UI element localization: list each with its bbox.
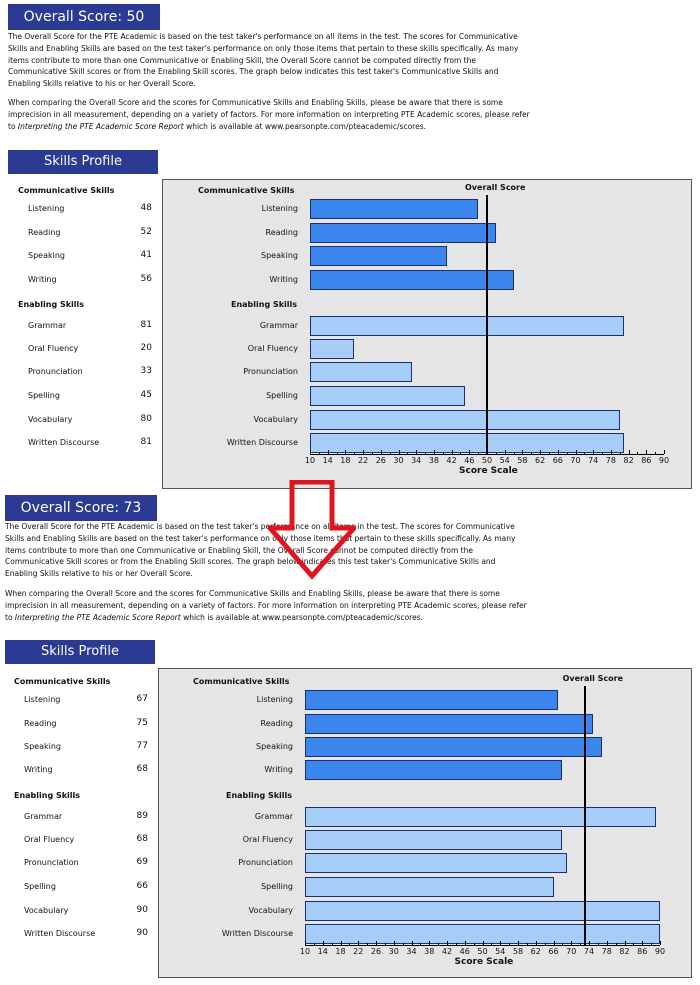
skill-bar-pronunciation [305,853,567,873]
axis-tick [562,943,563,945]
axis-tick [376,941,377,945]
skills-profile-banner: Skills Profile [5,640,155,664]
axis-tick [363,450,364,454]
skill-label: Oral Fluency [28,344,79,353]
axis-tick-label: 14 [322,456,333,465]
axis-tick-label: 18 [340,456,351,465]
chart-enabling-heading: Enabling Skills [231,300,298,309]
interpretation-paragraph [5,588,530,623]
axis-tick [598,943,599,945]
enabling-skills-heading: Enabling Skills [18,300,85,309]
skill-bar-speaking [305,737,602,757]
skill-label: Grammar [28,321,67,330]
chart-skill-label: Oral Fluency [247,344,298,353]
skill-label: Reading [24,719,57,728]
skill-label: Pronunciation [24,858,79,867]
axis-tick-label: 78 [601,947,612,956]
axis-tick [345,450,346,454]
skill-score: 69 [136,857,148,867]
report-guide-title: Interpreting the PTE Academic Score Report [14,612,181,622]
axis-tick [385,943,386,945]
axis-tick [545,943,546,945]
skill-label: Listening [24,695,61,704]
chart-communicative-heading: Communicative Skills [193,677,290,686]
enabling-skills-heading: Enabling Skills [14,791,81,800]
skill-label: Oral Fluency [24,835,75,844]
axis-tick-label: 90 [654,947,666,956]
skill-bar-spelling [310,386,465,406]
axis-tick [611,450,612,454]
chart-skill-label: Vocabulary [248,906,293,915]
description-paragraph: The Overall Score for the PTE Academic is based on the test taker's performance on all items in the test. The scores for Communicative Skills and Enabling Skills are based on the test taker's performance on only those items that pertain to these skills specifically. As many items contribute to more than one Communicative or Enabling Skill, the Overall Score cannot be computed directly from the Communicative Skill scores or from the Enabling Skill scores. The graph below indicates this test taker's Communicative Skills and Enabling Skills relative to his or her Overall Score. [5,522,516,579]
axis-tick [620,452,621,454]
axis-tick [358,941,359,945]
chart-skill-label: Spelling [261,882,293,891]
chart-communicative-heading: Communicative Skills [198,186,295,195]
skill-label: Vocabulary [24,906,69,915]
axis-tick [576,450,577,454]
axis-tick [536,941,537,945]
axis-tick-label: 54 [495,947,506,956]
skill-bar-oral-fluency [310,339,354,359]
axis-tick [491,943,492,945]
skills-profile-banner: Skills Profile [8,150,158,174]
communicative-skills-heading: Communicative Skills [14,677,111,686]
skill-bar-reading [305,714,593,734]
axis-tick [469,450,470,454]
axis-tick-label: 30 [388,947,399,956]
axis-tick [323,941,324,945]
overall-score-heading: Overall Score [465,183,526,192]
skill-bar-speaking [310,246,447,266]
axis-tick [429,941,430,945]
skill-label: Spelling [28,391,60,400]
x-axis [305,945,660,946]
axis-tick-label: 10 [304,456,316,465]
axis-tick-label: 62 [530,947,541,956]
paragraph-text: which is available at www.pearsonpte.com/pteacademic/scores. [180,612,423,622]
axis-tick [328,450,329,454]
chart-skill-label: Grammar [254,812,293,821]
skill-score: 81 [140,437,152,447]
skill-bar-writing [310,270,514,290]
skill-score: 33 [140,366,152,376]
axis-tick-label: 78 [605,456,616,465]
axis-tick [390,452,391,454]
skill-label: Spelling [24,882,56,891]
skill-score: 68 [136,764,148,774]
axis-tick-label: 54 [499,456,510,465]
skill-score: 20 [140,343,152,353]
skill-label: Grammar [24,812,63,821]
overall-score-heading: Overall Score [562,674,623,683]
skill-score: 56 [140,274,152,284]
axis-tick [549,452,550,454]
axis-tick [531,452,532,454]
skill-score: 45 [140,390,152,400]
skill-bar-oral-fluency [305,830,562,850]
paragraph-text: which is available at www.pearsonpte.com/pteacademic/scores. [183,121,426,131]
chart-skill-label: Oral Fluency [242,835,293,844]
axis-tick-label: 66 [548,947,559,956]
skill-bar-grammar [310,316,624,336]
axis-tick-label: 14 [317,947,328,956]
down-arrow-icon [268,480,356,580]
axis-tick [367,943,368,945]
axis-tick-label: 38 [424,947,435,956]
score-scale-label: Score Scale [459,466,518,476]
axis-tick [412,941,413,945]
axis-tick [496,452,497,454]
axis-tick [540,450,541,454]
axis-tick [416,450,417,454]
report-guide-title: Interpreting the PTE Academic Score Report [17,121,184,131]
axis-tick-label: 82 [619,947,630,956]
axis-tick-label: 50 [481,456,493,465]
chart-skill-label: Written Discourse [221,929,293,938]
overall-score-line [584,686,586,945]
axis-tick [505,450,506,454]
chart-skill-label: Spelling [266,391,298,400]
skill-label: Listening [28,204,65,213]
skill-bar-vocabulary [310,410,620,430]
axis-tick-label: 70 [566,947,577,956]
skill-score: 41 [140,250,152,260]
axis-tick [660,941,661,945]
chart-skill-label: Grammar [259,321,298,330]
axis-tick [407,452,408,454]
axis-tick [443,452,444,454]
axis-tick-label: 70 [570,456,581,465]
overall-score-banner: Overall Score: 50 [8,4,160,30]
axis-tick [584,452,585,454]
axis-tick-label: 26 [370,947,382,956]
axis-tick [646,450,647,454]
axis-tick-label: 90 [658,456,670,465]
chart-skill-label: Speaking [261,251,298,260]
skill-score: 80 [140,414,152,424]
axis-tick [337,452,338,454]
axis-tick [319,452,320,454]
axis-tick [633,943,634,945]
axis-tick [456,943,457,945]
skill-score: 48 [140,203,152,213]
axis-tick-label: 66 [552,456,563,465]
axis-tick-label: 50 [477,947,488,956]
skill-score: 67 [136,694,148,704]
axis-tick [554,941,555,945]
axis-tick [483,941,484,945]
skill-label: Vocabulary [28,415,73,424]
axis-tick-label: 82 [623,456,634,465]
axis-tick [571,941,572,945]
axis-tick [629,450,630,454]
axis-tick-label: 42 [441,947,453,956]
skill-bar-listening [305,690,558,710]
chart-skill-label: Pronunciation [243,367,298,376]
skill-bar-reading [310,223,496,243]
axis-tick-label: 34 [411,456,422,465]
axis-tick [381,450,382,454]
axis-tick [509,943,510,945]
axis-tick [655,452,656,454]
skill-bar-writing [305,760,562,780]
chart-skill-label: Listening [256,695,293,704]
skill-score: 52 [140,227,152,237]
communicative-skills-heading: Communicative Skills [18,186,115,195]
skill-score: 75 [136,718,148,728]
axis-tick [500,941,501,945]
axis-tick [487,450,488,454]
skill-label: Reading [28,228,61,237]
score-scale-label: Score Scale [454,957,514,967]
chart-skill-label: Pronunciation [238,858,293,867]
chart-skill-label: Writing [269,275,298,284]
axis-tick-label: 62 [535,456,546,465]
axis-tick [305,941,306,945]
axis-tick [434,450,435,454]
axis-tick [580,943,581,945]
axis-tick [651,943,652,945]
skill-score: 81 [140,320,152,330]
skill-label: Speaking [28,251,65,260]
description-paragraph: The Overall Score for the PTE Academic is based on the test taker's performance on all items in the test. The scores for Communicative Skills and Enabling Skills are based on the test taker's performance on only those items that pertain to these skills specifically. As many items contribute to more than one Communicative or Enabling Skill, the Overall Score cannot be computed directly from the Communicative Skill scores or from the Enabling Skill scores. The graph below indicates this test taker's Communicative Skills and Enabling Skills relative to his or her Overall Score. [8,32,519,89]
axis-tick [447,941,448,945]
overall-score-banner: Overall Score: 73 [5,495,157,521]
axis-tick [558,450,559,454]
axis-tick-label: 86 [637,947,648,956]
axis-tick [474,943,475,945]
axis-tick [527,943,528,945]
axis-tick [602,452,603,454]
axis-tick-label: 46 [464,456,475,465]
axis-tick-label: 86 [641,456,652,465]
skill-bar-spelling [305,877,554,897]
chart-enabling-heading: Enabling Skills [226,791,293,800]
axis-tick [452,450,453,454]
axis-tick-label: 58 [512,947,524,956]
axis-tick [341,941,342,945]
skill-score: 90 [136,905,148,915]
axis-tick [425,452,426,454]
x-axis [310,454,664,455]
skill-label: Written Discourse [24,929,96,938]
axis-tick [478,452,479,454]
axis-tick [394,941,395,945]
axis-tick [616,943,617,945]
axis-tick [460,452,461,454]
axis-tick-label: 22 [353,947,364,956]
axis-tick [642,941,643,945]
axis-tick [314,943,315,945]
axis-tick [465,941,466,945]
axis-tick [372,452,373,454]
axis-tick [664,450,665,454]
axis-tick [607,941,608,945]
chart-skill-label: Writing [264,765,293,774]
skill-label: Speaking [24,742,61,751]
skill-score: 89 [136,811,148,821]
axis-tick-label: 46 [459,947,470,956]
axis-tick-label: 38 [428,456,439,465]
axis-tick [438,943,439,945]
chart-skill-label: Written Discourse [226,438,298,447]
chart-skill-label: Speaking [256,742,293,751]
axis-tick [420,943,421,945]
chart-skill-label: Vocabulary [253,415,298,424]
axis-tick [403,943,404,945]
skill-score: 77 [136,741,148,751]
interpretation-paragraph [8,97,533,132]
axis-tick-label: 74 [588,456,599,465]
paragraph-text: When comparing the Overall Score and the scores for Communicative Skills and Enabling Skills, please be aware that there is some imprecision in all measurement, depending on a variety of factors. For more information on interpreting PTE Academic scores, please refer to [5,589,527,622]
axis-tick [567,452,568,454]
axis-tick-label: 22 [358,456,369,465]
axis-tick [399,450,400,454]
axis-tick [625,941,626,945]
axis-tick-label: 10 [299,947,311,956]
axis-tick-label: 26 [375,456,386,465]
axis-tick-label: 18 [335,947,346,956]
chart-skill-label: Reading [260,719,293,728]
chart-skill-label: Listening [261,204,298,213]
axis-tick-label: 30 [393,456,404,465]
axis-tick [593,450,594,454]
chart-skill-label: Reading [265,228,298,237]
axis-tick [514,452,515,454]
axis-tick [310,450,311,454]
axis-tick [589,941,590,945]
skill-score: 68 [136,834,148,844]
skill-bar-listening [310,199,478,219]
axis-tick [332,943,333,945]
axis-tick [349,943,350,945]
axis-tick [522,450,523,454]
skill-label: Writing [24,765,53,774]
skill-bar-pronunciation [310,362,412,382]
skill-label: Pronunciation [28,367,83,376]
axis-tick-label: 34 [406,947,417,956]
skill-score: 90 [136,928,148,938]
skill-bar-written-discourse [310,433,624,453]
skill-label: Written Discourse [28,438,100,447]
axis-tick [637,452,638,454]
skill-bar-grammar [305,807,656,827]
axis-tick [354,452,355,454]
axis-tick-label: 42 [446,456,457,465]
skill-score: 66 [136,881,148,891]
axis-tick-label: 74 [583,947,595,956]
axis-tick [518,941,519,945]
overall-score-line [486,195,488,454]
skill-label: Writing [28,275,57,284]
skill-bar-vocabulary [305,901,660,921]
paragraph-text: When comparing the Overall Score and the scores for Communicative Skills and Enabling Skills, please be aware that there is some imprecision in all measurement, depending on a variety of factors. For more information on interpreting PTE Academic scores, please refer to [8,98,530,131]
axis-tick-label: 58 [517,456,528,465]
